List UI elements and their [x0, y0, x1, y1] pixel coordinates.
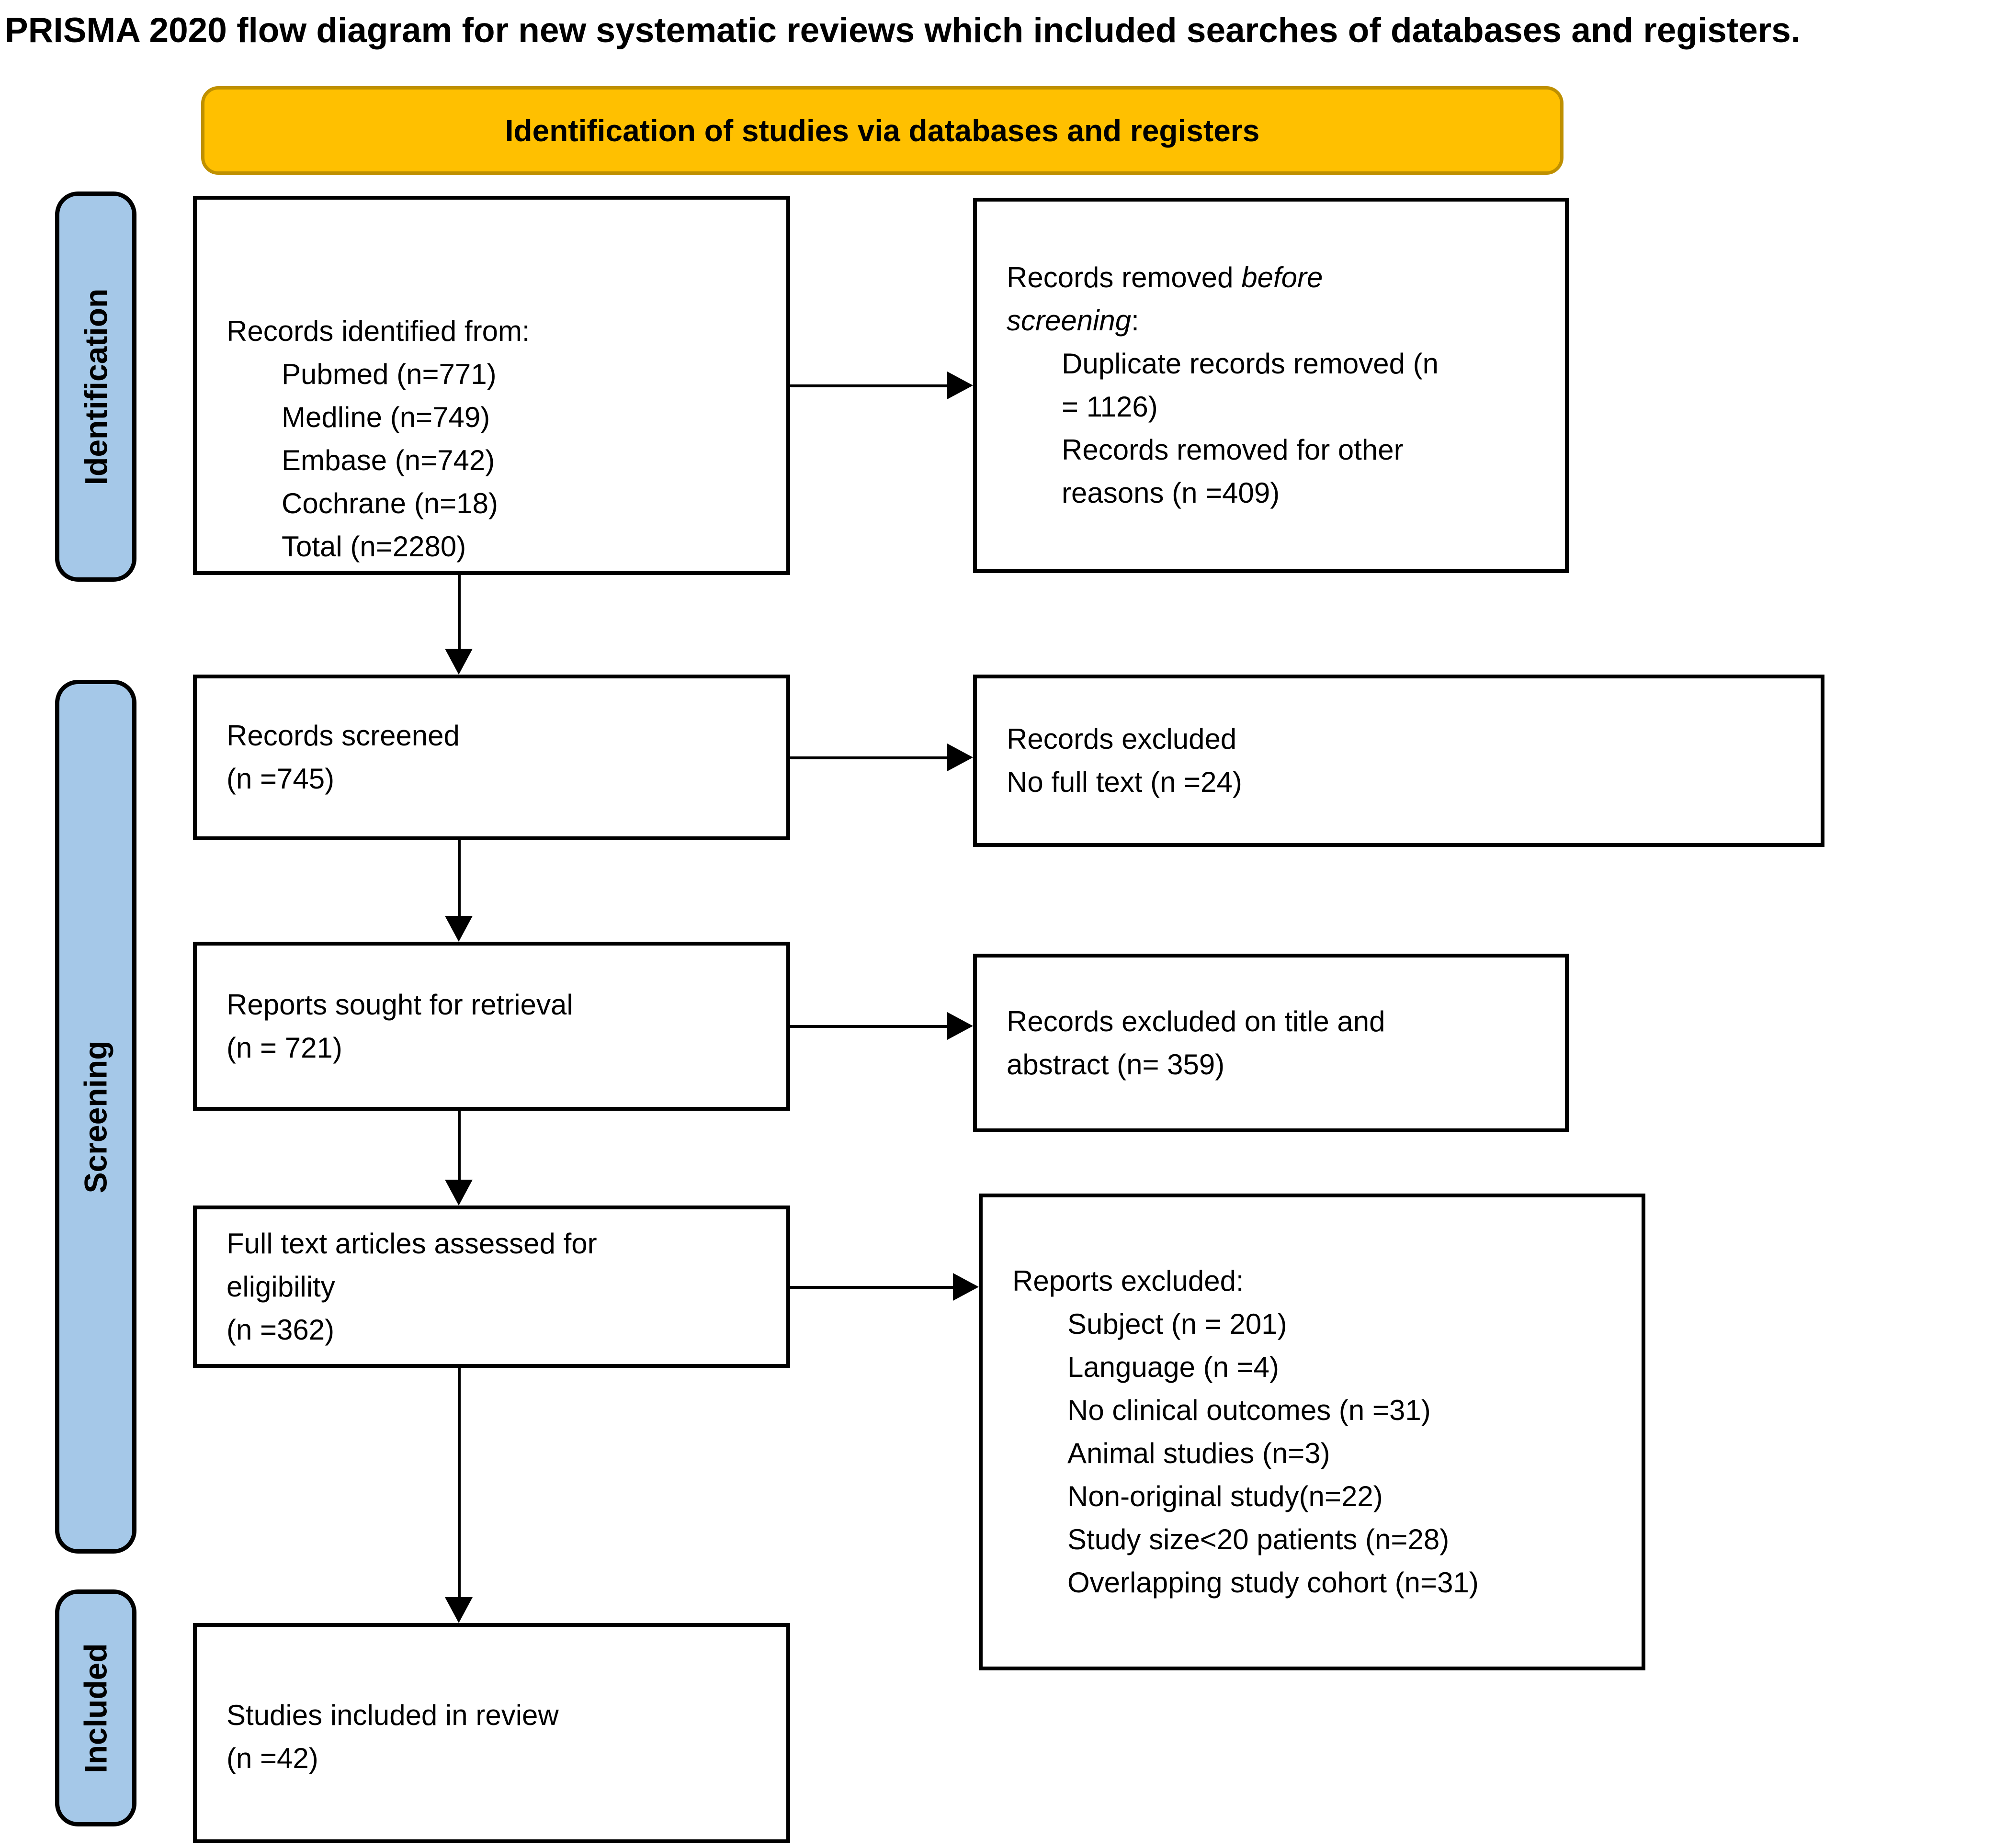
box-reports-excluded — [979, 1194, 1645, 1670]
text-line — [1007, 385, 1555, 428]
text-segment: Subject (n = 201) — [1067, 1308, 1287, 1340]
arrow-right-identification-icon — [790, 371, 973, 400]
arrow-down-4-icon — [444, 1368, 473, 1623]
text-segment: No clinical outcomes (n =31) — [1067, 1394, 1431, 1426]
arrow-right-retrieval-icon — [790, 1012, 973, 1040]
arrow-line — [458, 1368, 461, 1600]
text-line — [1007, 428, 1555, 472]
text-segment-italic: before — [1241, 261, 1323, 293]
text-segment: Records removed — [1007, 261, 1242, 293]
box-records-identified — [193, 196, 790, 575]
text-line — [227, 439, 777, 482]
text-segment: (n = 721) — [227, 1031, 342, 1064]
text-segment: Records removed for other — [1062, 434, 1404, 466]
arrow-right-screened-icon — [790, 743, 973, 772]
text-segment: Cochrane (n=18) — [282, 487, 498, 519]
text-line — [227, 714, 777, 757]
stage-bar-included — [55, 1589, 136, 1826]
text-line — [227, 757, 777, 800]
text-segment: abstract (n= 359) — [1007, 1048, 1225, 1081]
text-line — [1012, 1389, 1632, 1432]
stage-label-identification: Identification — [78, 288, 114, 485]
box-records-removed — [973, 198, 1569, 573]
text-line — [227, 1737, 777, 1780]
box-records-excluded-title-abstract — [973, 954, 1569, 1132]
text-segment: : — [1131, 304, 1139, 337]
arrow-right-eligibility-icon — [790, 1273, 979, 1301]
text-line — [227, 310, 777, 353]
text-line — [1012, 1432, 1632, 1475]
text-line — [227, 1308, 777, 1352]
text-line — [227, 1694, 777, 1737]
stage-label-screening: Screening — [78, 1040, 114, 1194]
stage-bar-identification — [55, 192, 136, 582]
banner-label: Identification of studies via databases and registers — [505, 113, 1260, 148]
text-segment: Records excluded — [1007, 723, 1237, 755]
arrow-line — [458, 575, 461, 652]
text-segment: Study size<20 patients (n=28) — [1067, 1523, 1450, 1555]
text-line — [1012, 1518, 1632, 1561]
diagram-title: PRISMA 2020 flow diagram for new systematic reviews which included searches of databases and registers. — [5, 11, 1801, 50]
text-segment: Total (n=2280) — [282, 530, 466, 563]
arrow-line — [790, 1025, 950, 1028]
text-line — [1012, 1303, 1632, 1346]
text-line — [227, 482, 777, 525]
arrow-head — [445, 1597, 473, 1623]
text-line — [1007, 299, 1555, 342]
text-line — [1012, 1260, 1632, 1303]
text-segment: Reports sought for retrieval — [227, 988, 573, 1021]
text-segment: eligibility — [227, 1270, 335, 1303]
text-line — [1007, 342, 1555, 385]
text-segment: Overlapping study cohort (n=31) — [1067, 1566, 1479, 1599]
text-line — [227, 396, 777, 439]
text-segment: Full text articles assessed for — [227, 1227, 597, 1260]
text-segment-italic: screening — [1007, 304, 1132, 337]
text-line — [227, 525, 777, 568]
text-segment: Records excluded on title and — [1007, 1005, 1385, 1037]
arrow-head — [445, 916, 473, 942]
text-segment: Embase (n=742) — [282, 444, 495, 476]
text-segment: Animal studies (n=3) — [1067, 1437, 1330, 1469]
text-segment: Pubmed (n=771) — [282, 358, 497, 390]
text-line — [1007, 1000, 1555, 1043]
text-line — [1007, 761, 1811, 804]
text-line — [1007, 718, 1811, 761]
text-segment: Language (n =4) — [1067, 1351, 1280, 1383]
box-records-screened — [193, 675, 790, 840]
identification-banner — [201, 86, 1563, 175]
text-line — [1012, 1475, 1632, 1518]
text-segment: (n =362) — [227, 1313, 335, 1346]
text-segment: (n =42) — [227, 1742, 318, 1774]
text-segment: (n =745) — [227, 763, 335, 795]
arrow-head — [947, 372, 973, 399]
text-line — [227, 1265, 777, 1308]
box-full-text-assessed — [193, 1206, 790, 1368]
stage-bar-screening — [55, 680, 136, 1554]
arrow-head — [947, 1012, 973, 1040]
arrow-line — [790, 756, 950, 759]
text-segment: = 1126) — [1062, 391, 1158, 423]
text-segment: Records identified from: — [227, 315, 530, 347]
arrow-head — [445, 1180, 473, 1206]
text-line — [1007, 256, 1555, 299]
box-studies-included — [193, 1623, 790, 1843]
text-line — [1007, 472, 1555, 515]
arrow-down-3-icon — [444, 1111, 473, 1206]
arrow-line — [790, 1286, 956, 1289]
text-line — [227, 983, 777, 1026]
arrow-line — [458, 1111, 461, 1183]
text-segment: Reports excluded: — [1012, 1265, 1244, 1297]
text-line — [1012, 1561, 1632, 1604]
stage-label-included: Included — [78, 1643, 114, 1773]
text-segment: Records screened — [227, 720, 460, 752]
arrow-line — [790, 384, 950, 387]
arrow-down-2-icon — [444, 840, 473, 942]
text-line — [227, 1222, 777, 1265]
text-segment: No full text (n =24) — [1007, 766, 1242, 798]
text-line — [1012, 1346, 1632, 1389]
text-line — [1007, 1043, 1555, 1086]
text-line — [227, 1026, 777, 1070]
text-segment: reasons (n =409) — [1062, 477, 1280, 509]
text-segment: Studies included in review — [227, 1699, 559, 1731]
arrow-down-1-icon — [444, 575, 473, 675]
text-segment: Non-original study(n=22) — [1067, 1480, 1383, 1512]
arrow-head — [445, 649, 473, 675]
text-segment: Medline (n=749) — [282, 401, 490, 433]
text-segment: Duplicate records removed (n — [1062, 348, 1439, 380]
box-reports-sought — [193, 942, 790, 1111]
arrow-line — [458, 840, 461, 919]
arrow-head — [953, 1273, 979, 1301]
box-records-excluded-no-full-text — [973, 675, 1824, 847]
arrow-head — [947, 744, 973, 771]
text-line — [227, 353, 777, 396]
